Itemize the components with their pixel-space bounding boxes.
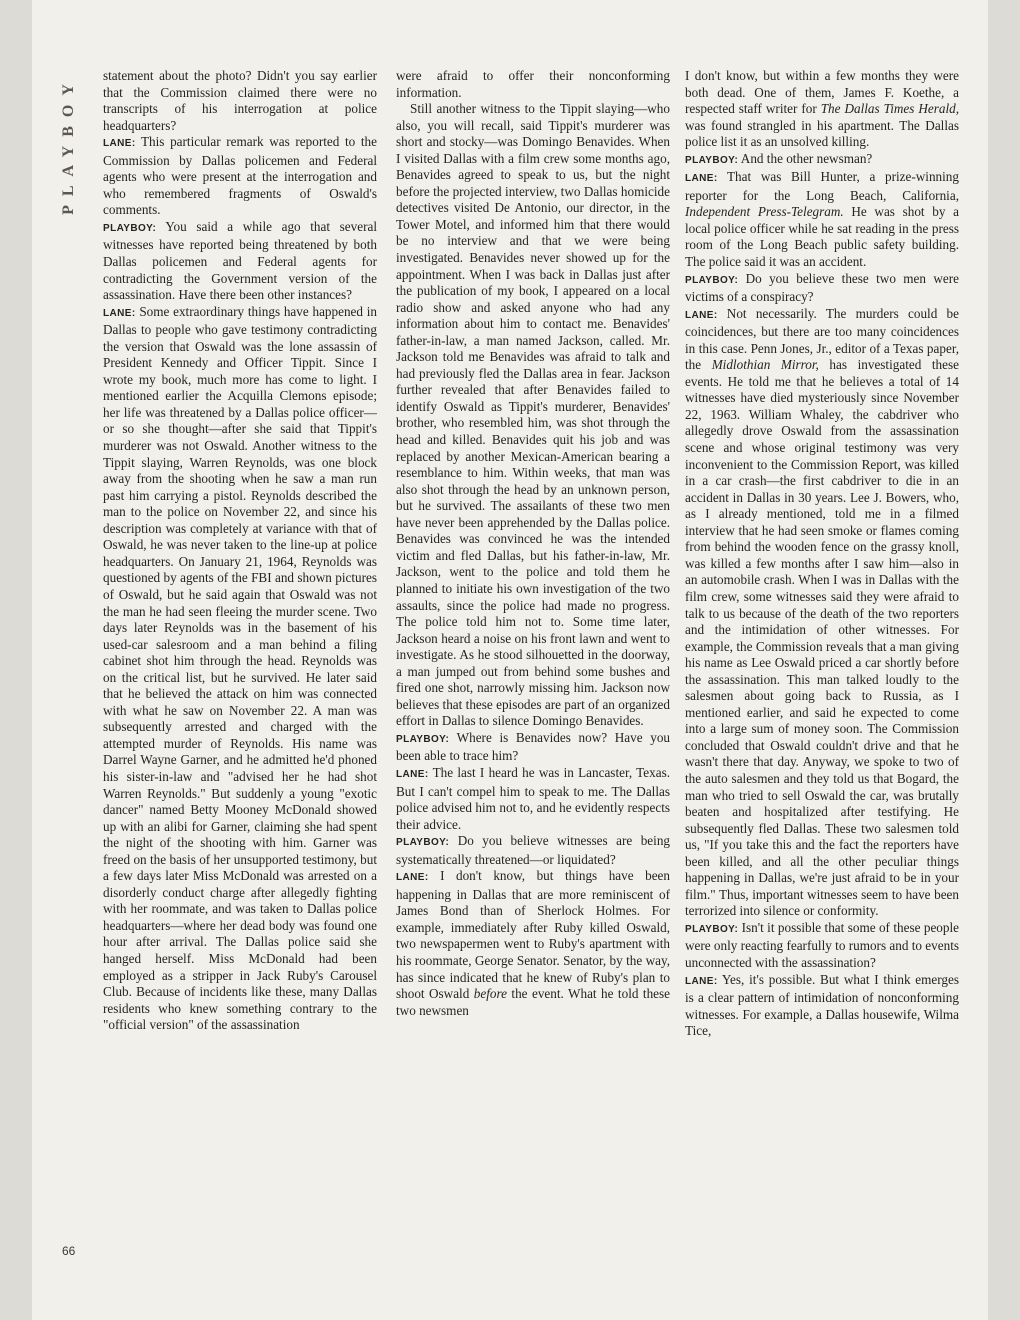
paragraph-text: Not necessarily. The murders could be coincidences, but there are too many coincidences in this case. Penn Jones, Jr., editor of a Texas paper, the — [685, 305, 959, 373]
paragraph — [685, 972, 959, 1040]
speaker-label: PLAYBOY: — [685, 274, 739, 286]
paragraph-text: Isn't it possible that some of these people were only reacting fearfully to rumors and to events unconnected with the assassination? — [685, 919, 959, 970]
paragraph: were afraid to offer their nonconforming information. — [396, 68, 670, 100]
paragraph-text: I don't know, but within a few months they were both dead. One of them, James F. Koethe, a respected staff writer for — [685, 68, 959, 117]
publication-title: Midlothian Mirror, — [711, 357, 819, 373]
paragraph-text: This particular remark was reported to the Commission by Dallas policemen and Federal agents who were present at the interrogation and who remembered fragments of Oswald's comments. — [103, 134, 378, 218]
emphasis: before — [473, 986, 507, 1002]
speaker-label: LANE: — [103, 138, 136, 150]
speaker-label: LANE: — [685, 173, 718, 185]
paragraph-text: He was shot by a local police officer while he sat reading in the press room of the Long Beach public safety building. The police said it was an accident. — [685, 204, 959, 270]
speaker-label: LANE: — [685, 975, 718, 987]
speaker-label: PLAYBOY: — [685, 154, 739, 166]
speaker-label: PLAYBOY: — [685, 923, 739, 935]
paragraph-text: I don't know, but things have been happening in Dallas that are more reminiscent of James Bond than of Sherlock Holmes. For example, immediately after Ruby killed Oswald, two newspapermen went to Ruby's apartment with his roommate, George Senator. Senator, by the way, has since indicated that he knew of Ruby's plan to shoot Oswald — [396, 868, 670, 1002]
text-column-3 — [685, 68, 959, 1040]
logo-text: PLAYBOY — [60, 75, 78, 215]
speaker-label: LANE: — [103, 307, 136, 319]
paragraph — [685, 68, 959, 151]
paragraph-text: The last I heard he was in Lancaster, Texas. But I can't compel him to speak to me. The Dallas police advised him not to, and he evidently respects their advice. — [396, 764, 670, 832]
speaker-label: LANE: — [396, 872, 429, 884]
paragraph: Still another witness to the Tippit slaying—who also, you will recall, said Tippit's murderer was short and stocky—was Domingo Benavides. When I visited Dallas with a film crew some months ago, Benavides agreed to speak to us, but the night before the projected interview, two Dallas homicide detectives visited De Antonio, our director, in the Tower Motel, and informed him that there would be no interview and that we were being investigated. Benavides never showed up for the appointment. When I was back in Dallas just after the publication of my book, I appeared on a local radio show and asked anyone who had any information about him to contact me. Benavides' father-in-law, a man named Jackson, called. Mr. Jackson told me Benavides was afraid to talk and had previously fled the Dallas area in fear. Jackson further revealed that after Benavides failed to identify Oswald as Tippit's murderer, Benavides' brother, who resembled him, was shot through the head and killed. Benavides quit his job and was replaced by another Mexican-American bearing a resemblance to him. Within weeks, that man was also shot through the head by an unknown person, but he survived. The assailants of these two men have never been apprehended by the Dallas police. Benavides was convinced he was the intended victim and fled Dallas, but his father-in-law, Mr. Jackson, went to the police and told them he planned to initiate his own investigation of the two assaults, since the police had made no progress. The police told him not to. Some time later, Jackson heard a noise on his front lawn and went to investigate. As he stood silhouetted in the doorway, a man jumped out from behind some bushes and fired one shot, narrowly missing him. Jackson now believes that these episodes are part of an organized effort in Dallas to silence Domingo Benavides. — [396, 101, 670, 729]
paragraph — [685, 306, 959, 920]
text-column-2 — [396, 68, 670, 1019]
paragraph — [396, 730, 670, 765]
publication-title: The Dallas Times Herald, — [820, 101, 959, 117]
speaker-label: PLAYBOY: — [396, 733, 450, 745]
paragraph-text: the event. What he told these two newsmen — [396, 986, 670, 1018]
speaker-label: PLAYBOY: — [103, 222, 157, 234]
paragraph — [685, 271, 959, 306]
paragraph-text: Yes, it's possible. But what I think emerges is a clear pattern of intimidation of nonconforming witnesses. For example, a Dallas housewife, Wilma Tice, — [685, 971, 960, 1039]
paragraph — [396, 833, 670, 868]
paragraph-text: Where is Benavides now? Have you been able to trace him? — [396, 729, 671, 764]
paragraph — [103, 304, 377, 1034]
text-column-1 — [103, 68, 377, 1034]
paragraph — [685, 920, 959, 972]
paragraph — [396, 868, 670, 1019]
paragraph-text: was found strangled in his apartment. The Dallas police list it as an unsolved killing. — [685, 117, 959, 150]
publication-title: Independent Press-Telegram. — [685, 204, 844, 220]
speaker-label: LANE: — [685, 309, 718, 321]
speaker-label: LANE: — [396, 768, 429, 780]
paragraph-text: Some extraordinary things have happened in Dallas to people who gave testimony contradicting the version that Oswald was the lone assassin of President Kennedy and Officer Tippit. Since I wrote my book, much more has come to light. I mentioned earlier the Acquilla Clemons episode; her life was threatened by a Dallas police officer—or so she thought—after she said that Tippit's murderer was not Oswald. Another witness to the Tippit slaying, Warren Reynolds, was one block away from the shooting when he saw a man run past him carrying a pistol. Reynolds described the man to the police on November 22, and since his description was completely at variance with that of Oswald, he was never taken to the line-up at police headquarters. On January 21, 1964, Reynolds was questioned by agents of the FBI and shown pictures of Oswald, but he said again that Oswald was not the man he had seen fleeing the murder scene. Two days later Reynolds was in the basement of his used-car salesroom and a man behind a filing cabinet shot him through the head. Reynolds was on the critical list, but he survived. He later said that he believed the attack on him was connected with what he saw on November 22. A man was subsequently arrested and charged with the attempted murder of Reynolds. His name was Darrel Wayne Garner, and he admitted he'd phoned his sister-in-law and "advised her he had shot Warren Reynolds." But suddenly a young "exotic dancer" named Betty Mooney McDonald showed up with an alibi for Garner, claiming she had spent the night of the shooting with him. Garner was freed on the basis of her unsupported testimony, but a few days later Miss McDonald was arrested on a disorderly conduct charge after allegedly fighting with her roommate, and was taken to Dallas police headquarters—where her dead body was found one hour after arrival. The Dallas police said she hanged herself. Miss McDonald had been employed as a stripper in Jack Ruby's Carousel Club. Because of incidents like these, many Dallas residents who knew something contrary to the "official version" of the assassination — [103, 303, 378, 1033]
paragraph — [103, 219, 377, 304]
paragraph — [685, 169, 959, 270]
paragraph — [396, 765, 670, 833]
paragraph-text: That was Bill Hunter, a prize-winning reporter for the Long Beach, California, — [685, 169, 959, 203]
paragraph-text: You said a while ago that several witnesses have reported being threatened by both Dallas policemen and Federal agents for contradicting the Government version of the assassination. Have there been other instances? — [103, 218, 377, 303]
paragraph-text: Do you believe witnesses are being systematically threatened—or liquidated? — [396, 833, 671, 867]
paragraph: statement about the photo? Didn't you say earlier that the Commission claimed there were no transcripts of his interrogation at police headquarters? — [103, 68, 377, 133]
paragraph-text: Do you believe these two men were victims of a conspiracy? — [685, 270, 959, 305]
paragraph-text: has investigated these events. He told me that he believes a total of 14 witnesses have died mysteriously since November 22, 1963. William Whaley, the cabdriver who allegedly drove Oswald from the assassination scene and whose original testimony was very inconvenient to the Commission Report, was killed in a car crash—the first cabdriver to die in an accident in Dallas in 30 years. Lee J. Bowers, who, as I already mentioned, told me in a filmed interview that he had seen smoke or flames coming from behind the wooden fence on the grassy knoll, was killed a few months after I saw him—also in an automobile crash. When I was in Dallas with the film crew, some witnesses said they were afraid to talk to us because of the death of the two reporters and the intimidation of other witnesses. For example, the Commission reveals that a man giving his name as Lee Oswald priced a car shortly before the assassination. This man talked loudly to the salesmen about going back to Russia, as I mentioned earlier, and said he expected to come into a large sum of money soon. The Commission concluded that Oswald couldn't drive and that he wasn't there that day. Anyway, we spoke to two of the auto salesmen and they told us that Bogard, the man who tried to sell Oswald the car, was brutally beaten and hospitalized after testifying. He subsequently fled Dallas. These two salesmen told us, "If you take this and the fact the reporters have been killed, and all the other peculiar things happening in Dallas, we're just afraid to be in your film." Thus, important witnesses seem to have been terrorized into silence or conformity. — [685, 357, 959, 919]
magazine-logo — [58, 70, 80, 220]
page-number: 66 — [62, 1244, 76, 1258]
speaker-label: PLAYBOY: — [396, 837, 450, 849]
paragraph — [685, 151, 959, 170]
paragraph — [103, 134, 377, 219]
paragraph-text: And the other newsman? — [740, 150, 873, 166]
